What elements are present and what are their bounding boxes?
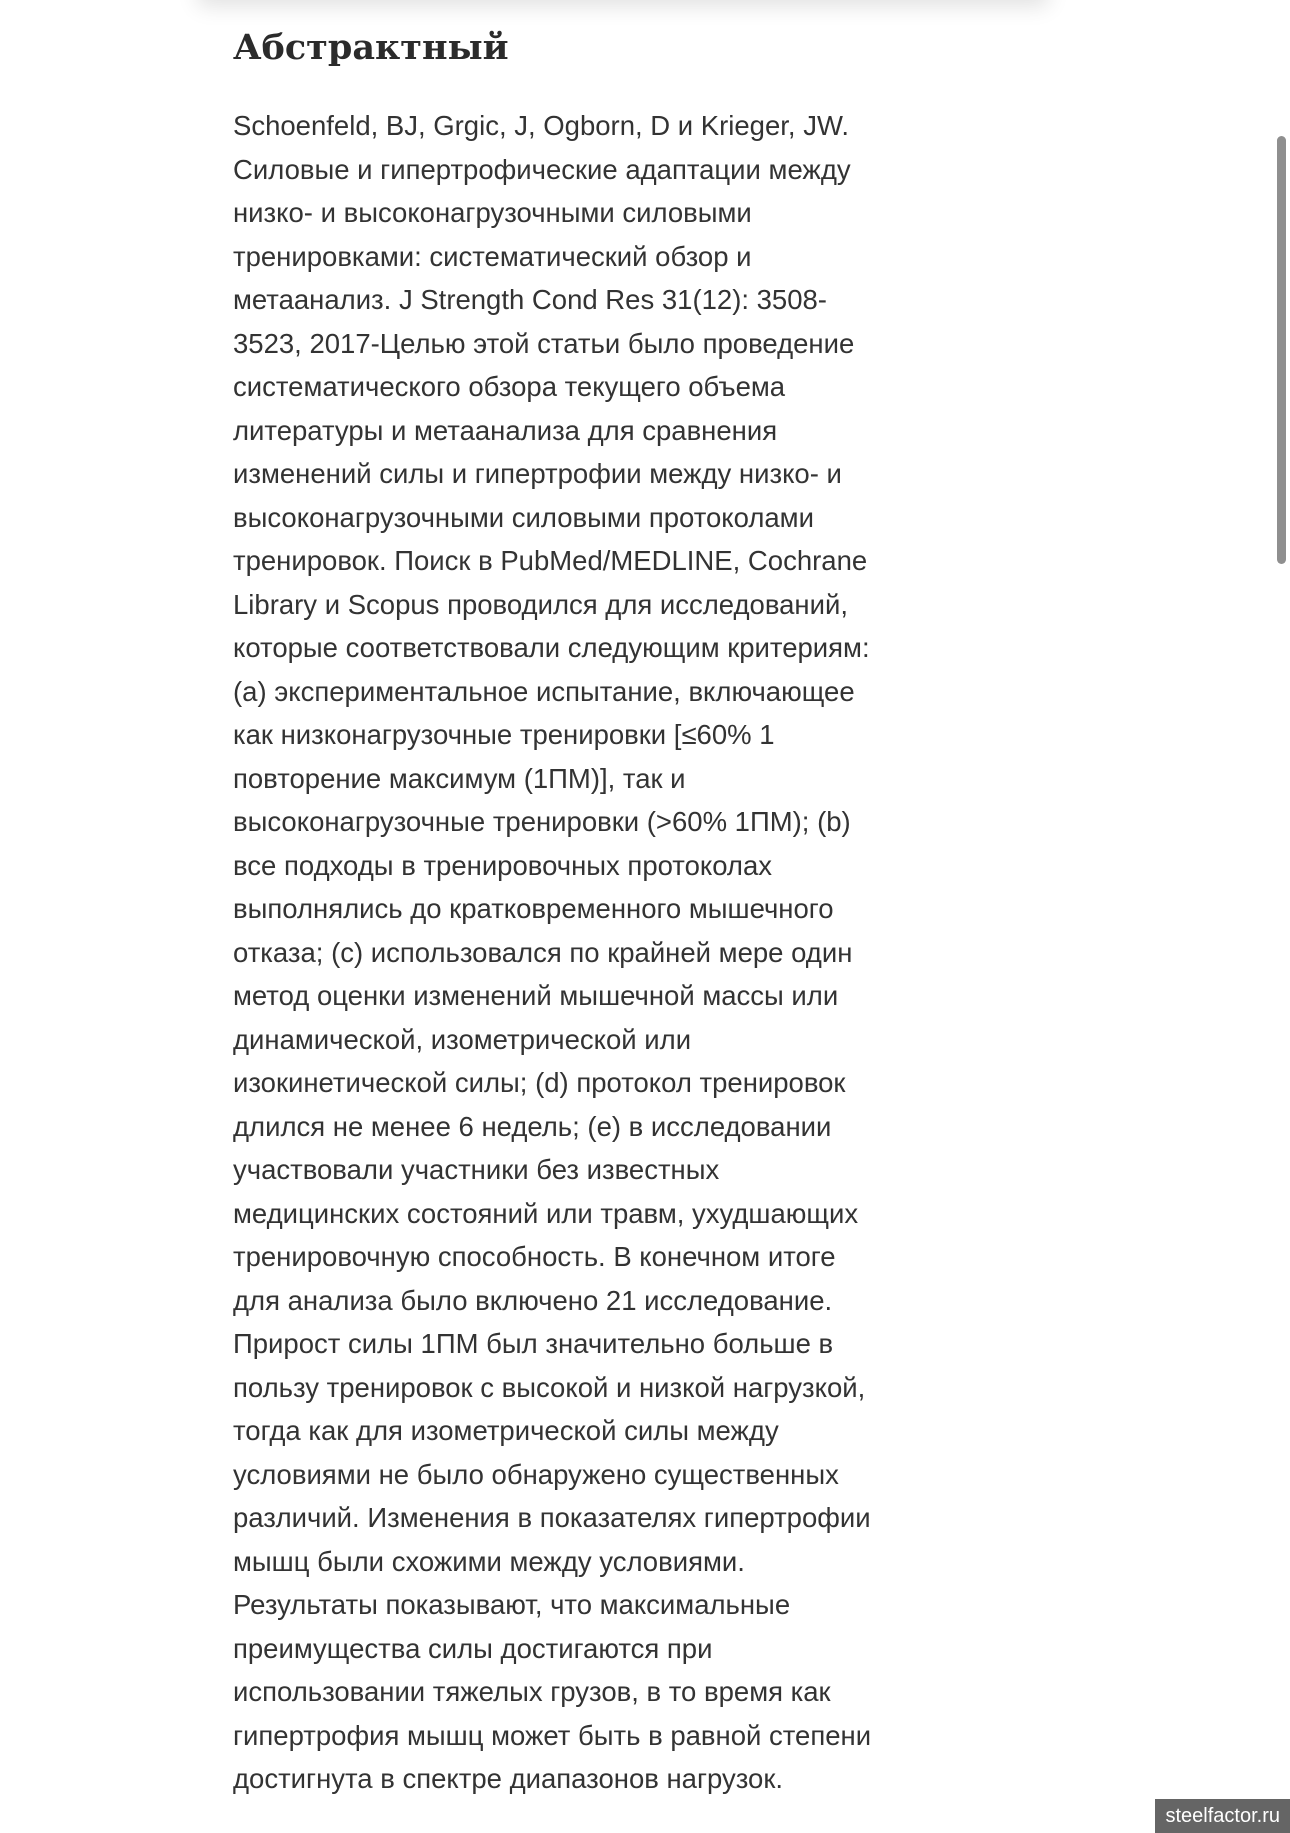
abstract-line: повторение максимум (1ПМ)], так и (233, 762, 686, 794)
abstract-line: которые соответствовали следующим критериям: (233, 632, 870, 663)
abstract-line: длился не менее 6 недель; (e) в исследовании (233, 1110, 832, 1142)
abstract-section (233, 22, 963, 1801)
abstract-line: гипертрофия мышц может быть в равной степени (233, 1719, 872, 1751)
abstract-line: высоконагрузочные тренировки (>60% 1ПМ); (b) (233, 806, 851, 837)
abstract-line: литературы и метаанализа для сравнения (233, 414, 778, 446)
abstract-line: для анализа было включено 21 исследование. (233, 1284, 833, 1316)
abstract-line: использовании тяжелых грузов, в то время как (233, 1676, 831, 1707)
abstract-line: динамической, изометрической или (233, 1023, 692, 1055)
abstract-line: (a) экспериментальное испытание, включающее (233, 675, 855, 707)
abstract-line: достигнута в спектре диапазонов нагрузок. (233, 1763, 783, 1794)
abstract-line: отказа; (c) использовался по крайней мере один (233, 936, 853, 968)
abstract-line: Силовые и гипертрофические адаптации между (233, 153, 851, 185)
abstract-line: медицинских состояний или травм, ухудшающих (233, 1197, 859, 1229)
watermark: steelfactor.ru (1155, 1799, 1290, 1833)
abstract-line: Schoenfeld, BJ, Grgic, J, Ogborn, D и Krieger, JW. (233, 110, 850, 141)
abstract-line: 3523, 2017-Целью этой статьи было проведение (233, 327, 855, 359)
vertical-scrollbar[interactable] (1268, 0, 1290, 1833)
abstract-line: преимущества силы достигаются при (233, 1632, 713, 1664)
abstract-line: мышц были схожими между условиями. (233, 1545, 745, 1577)
abstract-line: высоконагрузочными силовыми протоколами (233, 501, 814, 533)
abstract-line: все подходы в тренировочных протоколах (233, 849, 773, 881)
abstract-line: выполнялись до кратковременного мышечного (233, 893, 834, 924)
abstract-line: Прирост силы 1ПМ был значительно больше в (233, 1328, 834, 1359)
abstract-line: тренировочную способность. В конечном итоге (233, 1241, 836, 1272)
abstract-line: метаанализ. J Strength Cond Res 31(12): 3508- (233, 284, 827, 315)
abstract-line: изменений силы и гипертрофии между низко- и (233, 458, 842, 489)
abstract-line: изокинетической силы; (d) протокол тренировок (233, 1067, 846, 1098)
abstract-line: метод оценки изменений мышечной массы или (233, 980, 839, 1011)
abstract-line: тренировками: систематический обзор и (233, 240, 752, 272)
abstract-paragraph (233, 104, 963, 1801)
abstract-heading: Абстрактный (233, 27, 509, 68)
abstract-line: тогда как для изометрической силы между (233, 1415, 779, 1446)
abstract-line: пользу тренировок с высокой и низкой нагрузкой, (233, 1371, 866, 1403)
abstract-line: Результаты показывают, что максимальные (233, 1589, 791, 1620)
abstract-line: различий. Изменения в показателях гипертрофии (233, 1502, 871, 1533)
abstract-line: условиями не было обнаружено существенных (233, 1458, 839, 1490)
abstract-line: систематического обзора текущего объема (233, 371, 786, 402)
abstract-line: как низконагрузочные тренировки [≤60% 1 (233, 719, 775, 750)
scrollbar-thumb[interactable] (1277, 136, 1286, 564)
abstract-line: участвовали участники без известных (233, 1154, 720, 1185)
abstract-line: низко- и высоконагрузочными силовыми (233, 197, 752, 228)
abstract-line: Library и Scopus проводился для исследований, (233, 588, 848, 620)
abstract-line: тренировок. Поиск в PubMed/MEDLINE, Cochrane (233, 545, 868, 576)
